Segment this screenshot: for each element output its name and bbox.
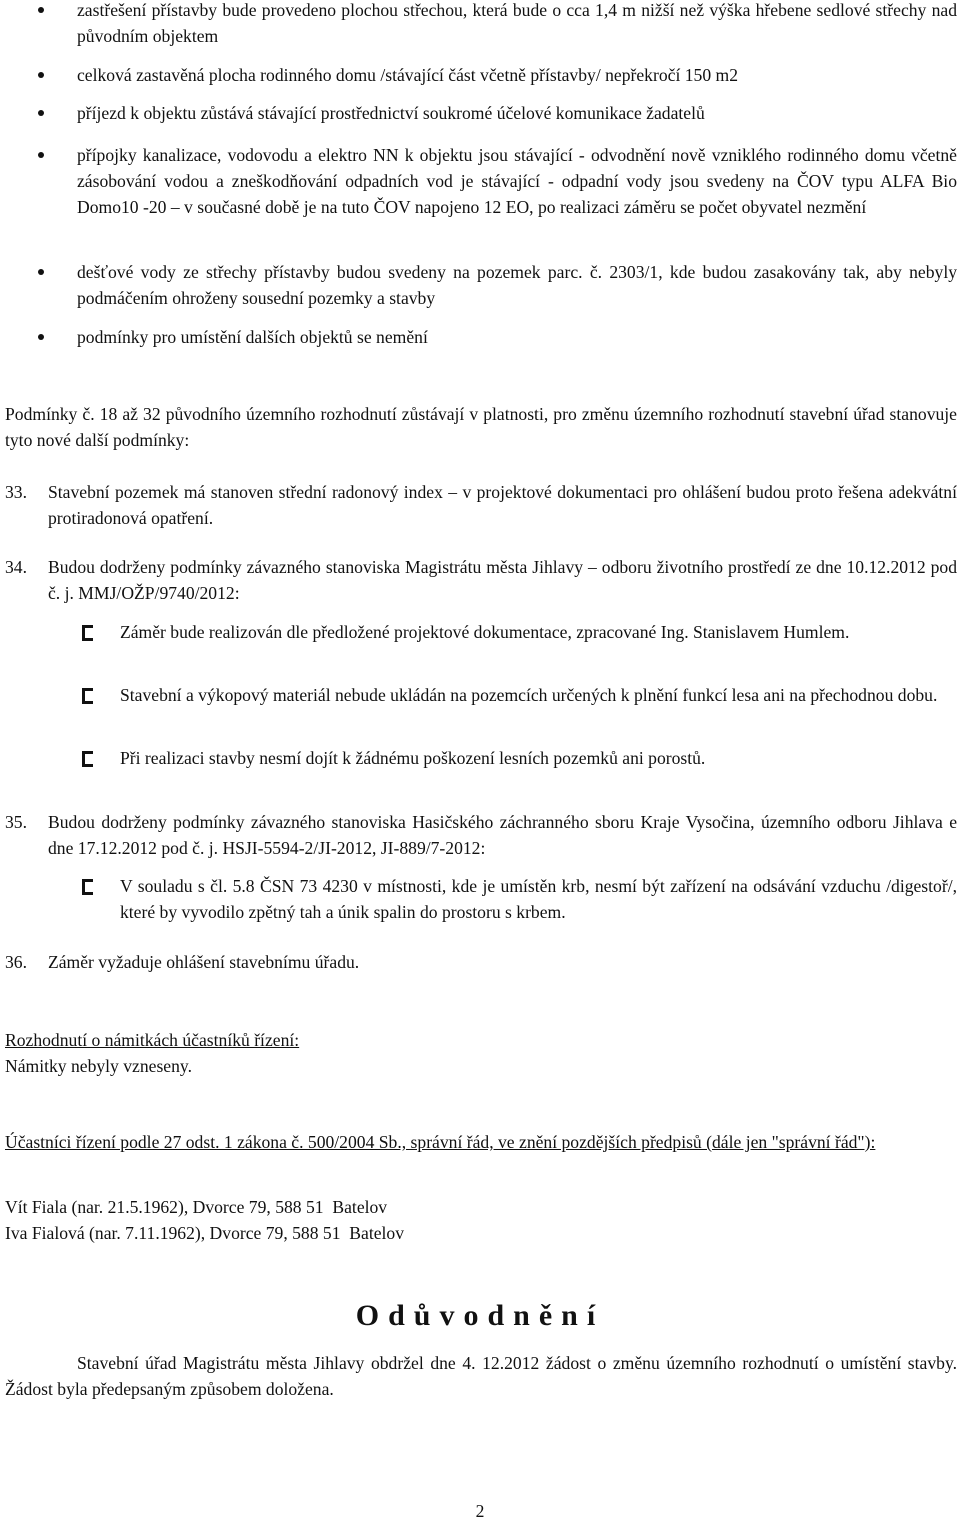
bullet-dot [38, 334, 44, 340]
participant-person: Iva Fialová (nar. 7.11.1962), Dvorce 79, 588 51 Batelov [5, 1223, 405, 1243]
participant-person: Vít Fiala (nar. 21.5.1962), Dvorce 79, 588 51 Batelov [5, 1197, 388, 1217]
bullet-dot [38, 152, 44, 158]
condition-number: 34. [5, 557, 27, 577]
bullet-dot [38, 110, 44, 116]
sub-item-text: Při realizaci stavby nesmí dojít k žádnému poškození lesních pozemků ani porostů. [120, 748, 706, 768]
wingding-bullet-icon [82, 879, 93, 895]
condition-text: Budou dodrženy podmínky závazného stanoviska Magistrátu města Jihlavy – odboru životního prostředí ze dne 10.12.2012 pod č. j. MMJ/OŽP/9740/2012: [48, 557, 957, 603]
sub-item-text: V souladu s čl. 5.8 ČSN 73 4230 v místnosti, kde je umístěn krb, nesmí být zařízení na odsávání vzduchu /digestoř/, které by vyvodilo zpětný tah a únik spalin do prostoru s krbem. [120, 876, 957, 922]
condition-text: Záměr vyžaduje ohlášení stavebnímu úřadu. [48, 952, 360, 972]
bullet-text: podmínky pro umístění dalších objektů se nemění [77, 327, 428, 347]
bullet-dot [38, 7, 44, 13]
bullet-text: celková zastavěná plocha rodinného domu /stávající část včetně přístavby/ nepřekročí 150 m2 [77, 65, 739, 85]
page-number: 2 [475, 1501, 485, 1521]
wingding-bullet-icon [82, 625, 93, 641]
condition-number: 35. [5, 812, 27, 832]
condition-number: 33. [5, 482, 27, 502]
bullet-text: dešťové vody ze střechy přístavby budou svedeny na pozemek parc. č. 2303/1, kde budou zasakovány tak, aby nebyly podmáčením ohroženy sousední pozemky a stavby [77, 262, 957, 308]
objections-text: Námitky nebyly vzneseny. [5, 1056, 192, 1076]
justification-paragraph [5, 1350, 957, 1402]
bullet-dot [38, 269, 44, 275]
condition-text: Budou dodrženy podmínky závazného stanoviska Hasičského záchranného sboru Kraje Vysočina, územního odboru Jihlava e dne 17.12.2012 pod č. j. HSJI-5594-2/JI-2012, JI-889/7-2012: [48, 812, 957, 858]
justification-heading: Odůvodnění [355, 1299, 605, 1332]
wingding-bullet-icon [82, 751, 93, 767]
condition-text: Stavební pozemek má stanoven střední radonový index – v projektové dokumentaci pro ohlášení budou proto řešena adekvátní protiradonová opatření. [48, 482, 957, 528]
participants-heading: Účastníci řízení podle 27 odst. 1 zákona č. 500/2004 Sb., správní řád, ve znění pozdějších předpisů (dále jen "správní řád"): [5, 1132, 876, 1152]
bullet-text: přípojky kanalizace, vodovodu a elektro NN k objektu jsou stávající - odvodnění nově vzniklého rodinného domu včetně zásobování vodou a zneškodňování odpadních vod je stávající - odpadní vody jsou svedeny na ČOV typu ALFA Bio Domo10 -20 – v současné době je na tuto ČOV napojeno 12 EO, po realizaci záměru se počet obyvatel nezmění [77, 145, 957, 217]
bullet-text: příjezd k objektu zůstává stávající prostřednictví soukromé účelové komunikace žadatelů [77, 103, 705, 123]
objections-heading: Rozhodnutí o námitkách účastníků řízení: [5, 1030, 300, 1050]
conditions-intro: Podmínky č. 18 až 32 původního územního rozhodnutí zůstávají v platnosti, pro změnu územního rozhodnutí stavební úřad stanovuje tyto nové další podmínky: [5, 404, 957, 450]
sub-item-text: Stavební a výkopový materiál nebude ukládán na pozemcích určených k plnění funkcí lesa ani na přechodnou dobu. [120, 685, 938, 705]
condition-number: 36. [5, 952, 27, 972]
wingding-bullet-icon [82, 688, 93, 704]
bullet-dot [38, 72, 44, 78]
bullet-text: zastřešení přístavby bude provedeno plochou střechou, která bude o cca 1,4 m nižší než výška hřebene sedlové střechy nad původním objektem [77, 0, 957, 46]
justification-text: Stavební úřad Magistrátu města Jihlavy obdržel dne 4. 12.2012 žádost o změnu územního rozhodnutí o umístění stavby. Žádost byla předepsaným způsobem doložena. [5, 1353, 957, 1399]
sub-item-text: Záměr bude realizován dle předložené projektové dokumentace, zpracované Ing. Stanislavem Humlem. [120, 622, 850, 642]
